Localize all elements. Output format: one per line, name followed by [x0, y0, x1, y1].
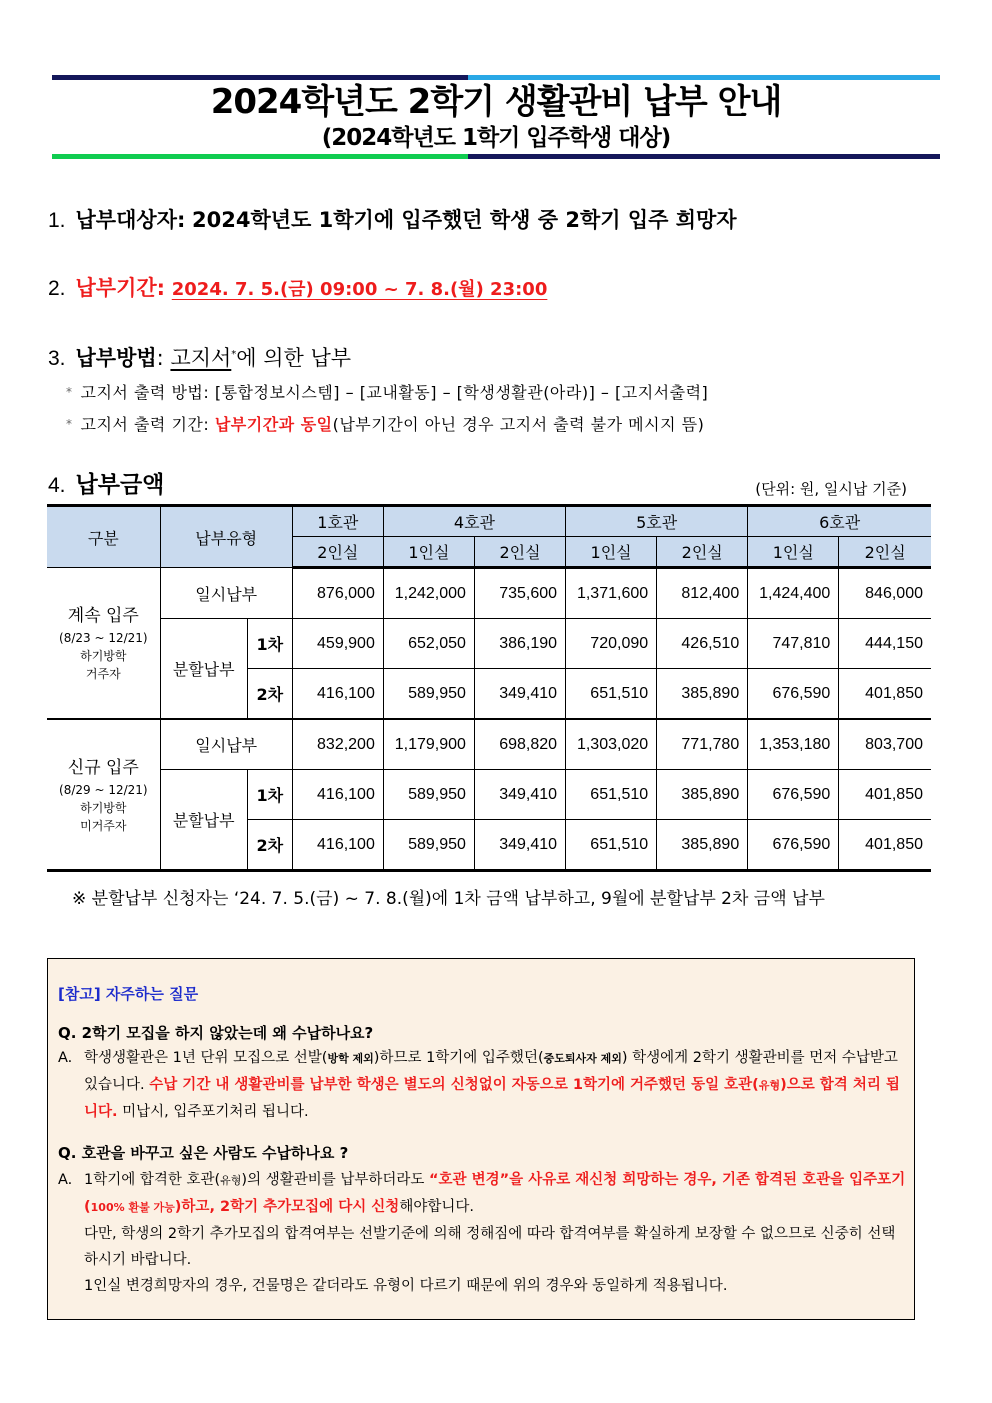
section-label: 납부대상자:: [75, 208, 186, 232]
fee-cell: 589,950: [383, 820, 474, 871]
fee-cell: 651,510: [566, 770, 657, 820]
note-print-period: [66, 412, 704, 437]
fee-cell: 1,424,400: [748, 568, 839, 619]
fee-cell: 1,242,000: [383, 568, 474, 619]
page-title: 2024학년도 2학기 생활관비 납부 안내: [210, 82, 782, 122]
answer-small: 100% 환불 가능: [90, 1201, 175, 1214]
note-prefix: 고지서 출력 기간:: [80, 415, 215, 434]
answer-text: ) 학생에게 2학기 생활관비를 먼저 수납받고 있습니다.: [84, 1050, 898, 1093]
fee-cell: 771,780: [657, 719, 748, 770]
fee-cell: 720,090: [566, 619, 657, 669]
answer-line: 다만, 학생의 2학기 추가모집의 합격여부는 선발기준에 의해 정해짐에 따라 합격여부를 확실하게 보장할 수 없으므로 신중히 선택하시기 바랍니다.: [84, 1226, 896, 1268]
group-period: (8/29 ~ 12/21): [59, 782, 148, 797]
section-period: [48, 273, 547, 305]
answer-text: 학생생활관은 1년 단위 모집으로 선발(: [84, 1050, 328, 1066]
fee-cell: 1,353,180: [748, 719, 839, 770]
faq-answer-2: [58, 1167, 908, 1299]
header-building-1: 1호관: [292, 506, 383, 537]
answer-lead: A.: [58, 1050, 73, 1066]
installment-label: 1차: [247, 619, 292, 669]
answer-small: 중도퇴사자 제외: [543, 1052, 622, 1065]
installment-label: 1차: [247, 770, 292, 820]
group-cell: [47, 568, 160, 720]
faq-answer-1: [58, 1045, 908, 1125]
header-building-6: 6호관: [748, 506, 931, 537]
answer-text: 미납시, 입주포기처리 됩니다.: [117, 1104, 309, 1120]
header-room: 2인실: [474, 537, 565, 568]
note-highlight: 납부기간과 동일: [214, 415, 333, 434]
colon: :: [156, 346, 164, 370]
table-row: [47, 770, 931, 820]
group-desc: 하기방학: [80, 649, 127, 663]
fee-cell: 349,410: [474, 770, 565, 820]
answer-highlight: “호관 변경”을 사유로 재신청 희망하는 경우, 기존 합격된 호관을 입주포기(: [84, 1172, 906, 1215]
fee-cell: 416,100: [292, 820, 383, 871]
header-room: 1인실: [566, 537, 657, 568]
section-text: 에 의한 납부: [236, 346, 352, 370]
note-suffix: (납부기간이 아닌 경우 고지서 출력 불가 메시지 뜸): [332, 415, 705, 434]
answer-small: 유형: [758, 1079, 781, 1092]
page-subtitle: (2024학년도 1학기 입주학생 대상): [321, 125, 671, 151]
table-row: [47, 568, 931, 619]
section-label: 납부방법: [75, 346, 157, 370]
faq-question-2: Q. 호관을 바꾸고 싶은 사람도 수납하나요 ?: [58, 1144, 349, 1162]
fee-cell: 349,410: [474, 669, 565, 720]
fee-cell: 386,190: [474, 619, 565, 669]
fee-cell: 401,850: [839, 669, 931, 720]
fee-cell: 876,000: [292, 568, 383, 619]
bill-link: 고지서: [170, 346, 232, 370]
fee-cell: 651,510: [566, 669, 657, 720]
group-name: 계속 입주: [67, 606, 139, 626]
installment-label: 2차: [247, 669, 292, 720]
fee-cell: 416,100: [292, 770, 383, 820]
asterisk-icon: *: [66, 385, 73, 399]
fee-cell: 812,400: [657, 568, 748, 619]
fee-cell: 589,950: [383, 669, 474, 720]
section-text: 2024학년도 1학기에 입주했던 학생 중 2학기 입주 희망자: [192, 208, 737, 232]
title-bar-bottom-right: [468, 154, 940, 159]
footnote-mark: *: [231, 349, 237, 360]
installment-label: 2차: [247, 820, 292, 871]
header-building-4: 4호관: [383, 506, 565, 537]
fee-cell: 735,600: [474, 568, 565, 619]
fee-cell: 385,890: [657, 770, 748, 820]
fee-cell: 401,850: [839, 770, 931, 820]
section-number: 2.: [48, 277, 66, 300]
group-cell: [47, 719, 160, 871]
faq-question-1: Q. 2학기 모집을 하지 않았는데 왜 수납하나요?: [58, 1024, 374, 1042]
section-label: 납부기간:: [75, 276, 166, 300]
answer-highlight: )으로 합격 처리 됩니다.: [84, 1077, 900, 1120]
header-room: 1인실: [748, 537, 839, 568]
fee-cell: 401,850: [839, 820, 931, 871]
answer-text: )하므로 1학기에 입주했던(: [373, 1050, 544, 1066]
fee-cell: 416,100: [292, 669, 383, 720]
fee-cell: 846,000: [839, 568, 931, 619]
fee-cell: 651,510: [566, 820, 657, 871]
header-room: 2인실: [839, 537, 931, 568]
answer-text: )의 생활관비를 납부하더라도: [241, 1172, 429, 1188]
answer-text: 1학기에 합격한 호관(: [84, 1172, 221, 1188]
title-bar-bottom-left: [52, 154, 468, 159]
unit-note: (단위: 원, 일시납 기준): [755, 480, 907, 498]
note-text: 고지서 출력 방법: [통합정보시스템] – [교내활동] – [학생생활관(아라)] – [고지서출력]: [80, 383, 709, 402]
fee-cell: 747,810: [748, 619, 839, 669]
fee-table: [47, 504, 931, 872]
fee-cell: 385,890: [657, 669, 748, 720]
answer-small: 방학 제외: [327, 1052, 374, 1065]
header-room: 2인실: [657, 537, 748, 568]
fee-cell: 1,179,900: [383, 719, 474, 770]
answer-small: 유형: [220, 1174, 242, 1187]
fee-cell: 349,410: [474, 820, 565, 871]
group-desc: 하기방학: [80, 800, 127, 815]
fee-cell: 459,900: [292, 619, 383, 669]
payment-type-lump: 일시납부: [160, 719, 292, 770]
payment-type-lump: 일시납부: [160, 568, 292, 619]
group-period: (8/23 ~ 12/21): [59, 631, 148, 645]
fee-cell: 803,700: [839, 719, 931, 770]
section-number: 3.: [48, 347, 66, 370]
header-room: 2인실: [292, 537, 383, 568]
payment-type-split: 분할납부: [160, 619, 247, 720]
fee-cell: 426,510: [657, 619, 748, 669]
table-row: [47, 619, 931, 669]
fee-cell: 1,303,020: [566, 719, 657, 770]
table-row: [47, 719, 931, 770]
group-desc: 거주자: [85, 667, 121, 681]
group-desc: 미거주자: [80, 818, 127, 833]
fee-cell: 589,950: [383, 770, 474, 820]
payment-period: 2024. 7. 5.(금) 09:00 ~ 7. 8.(월) 23:00: [171, 279, 548, 300]
faq-box: [47, 958, 915, 1320]
fee-cell: 444,150: [839, 619, 931, 669]
answer-line: 1인실 변경희망자의 경우, 건물명은 같더라도 유형이 다르기 때문에 위의 경우와 동일하게 적용됩니다.: [84, 1278, 728, 1294]
answer-text: 해야합니다.: [399, 1199, 474, 1215]
installment-footnote: ※ 분할납부 신청자는 ‘24. 7. 5.(금) ~ 7. 8.(월)에 1차 금액 납부하고, 9월에 분할납부 2차 금액 납부: [72, 889, 825, 909]
section-method: [48, 340, 351, 374]
header-payment-type: 납부유형: [160, 506, 292, 568]
fee-cell: 698,820: [474, 719, 565, 770]
fee-cell: 676,590: [748, 770, 839, 820]
header-building-5: 5호관: [566, 506, 748, 537]
fee-cell: 676,590: [748, 669, 839, 720]
fee-cell: 832,200: [292, 719, 383, 770]
faq-heading: [참고] 자주하는 질문: [58, 985, 199, 1003]
group-name: 신규 입주: [67, 757, 139, 778]
section-number: 4.: [48, 474, 66, 497]
payment-type-split: 분할납부: [160, 770, 247, 871]
section-number: 1.: [48, 209, 66, 232]
section-amount: [48, 470, 164, 501]
fee-cell: 652,050: [383, 619, 474, 669]
answer-highlight: 수납 기간 내 생활관비를 납부한 학생은 별도의 신청없이 자동으로 1학기에 거주했던 동일 호관(: [149, 1077, 759, 1093]
section-label: 납부금액: [75, 472, 165, 498]
answer-highlight: )하고, 2학기 추가모집에 다시 신청: [174, 1199, 400, 1215]
header-room: 1인실: [383, 537, 474, 568]
section-target: [48, 205, 737, 236]
fee-cell: 1,371,600: [566, 568, 657, 619]
note-print-method: [66, 380, 708, 405]
header-category: 구분: [47, 506, 160, 568]
asterisk-icon: *: [66, 417, 73, 431]
answer-lead: A.: [58, 1172, 73, 1188]
fee-cell: 676,590: [748, 820, 839, 871]
fee-cell: 385,890: [657, 820, 748, 871]
